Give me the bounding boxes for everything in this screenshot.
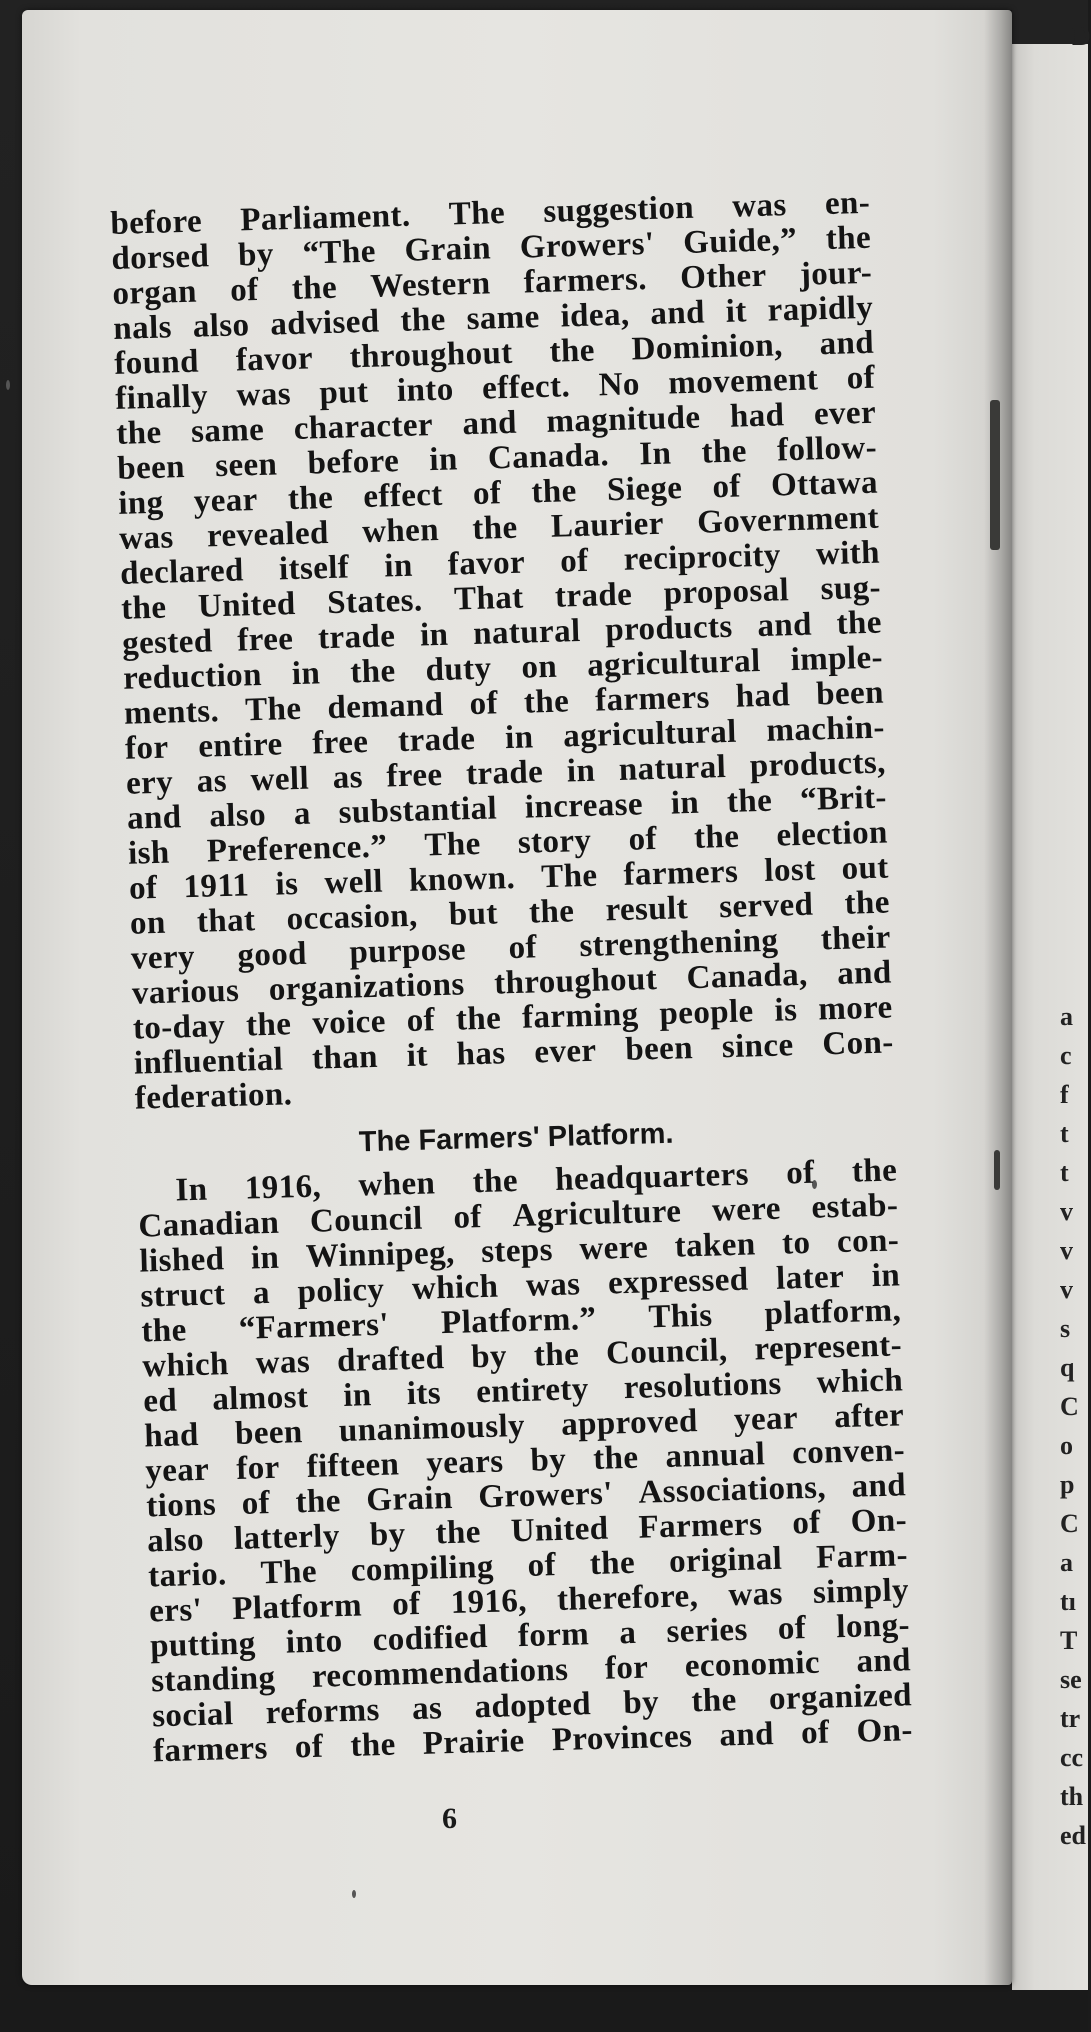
text-line: nals also advised the same idea, and it rapidly: [112, 289, 874, 347]
section-heading: The Farmers' Platform.: [358, 1117, 674, 1159]
text-line: influential than it has ever been since Con-: [133, 1024, 895, 1082]
text-line: standing recommendations for economic and: [150, 1642, 912, 1700]
text-line: In 1916, when the headquarters of the: [174, 1152, 898, 1209]
facing-page-letter: C: [1060, 1392, 1079, 1421]
facing-page-letter: p: [1060, 1470, 1075, 1499]
facing-page-letter: s: [1060, 1314, 1071, 1343]
text-line: various organizations throughout Canada, and: [131, 954, 893, 1012]
text-line: putting into codified form a series of long-: [149, 1607, 911, 1665]
facing-page-letter: T: [1060, 1626, 1078, 1655]
text-line: which was drafted by the Council, represent-: [141, 1327, 903, 1385]
text-line: federation.: [134, 1076, 293, 1117]
text-line: also latterly by the United Farmers of On-: [146, 1502, 908, 1560]
text-line: year for fifteen years by the annual conven-: [144, 1432, 906, 1490]
text-line: and also a substantial increase in the “Brit-: [126, 779, 888, 837]
text-line: tions of the Grain Growers' Associations, and: [145, 1467, 907, 1525]
text-line: farmers of the Prairie Provinces and of On-: [152, 1712, 914, 1770]
text-line: ers' Platform of 1916, therefore, was simply: [148, 1572, 910, 1630]
facing-page-letter: v: [1060, 1236, 1073, 1265]
text-line: tario. The compiling of the original Farm-: [147, 1537, 909, 1595]
text-line: before Parliament. The suggestion was en-: [109, 184, 871, 242]
text-line: the United States. That trade proposal sug-: [120, 569, 882, 627]
facing-page-letter: se: [1060, 1665, 1082, 1694]
text-line: to-day the voice of the farming people is more: [132, 989, 894, 1047]
text-line: on that occasion, but the result served the: [129, 884, 891, 942]
facing-page-edge: [1012, 22, 1091, 1990]
facing-page-letter: c: [1060, 1041, 1072, 1070]
text-line: social reforms as adopted by the organized: [151, 1677, 913, 1735]
text-line: very good purpose of strengthening their: [130, 919, 892, 977]
text-line: gested free trade in natural products and the: [121, 604, 883, 662]
binding-stitch: [990, 400, 1000, 550]
text-line: ments. The demand of the farmers had been: [123, 674, 885, 732]
body-paragraph: [110, 186, 895, 1117]
text-line: been seen before in Canada. In the follow-: [116, 429, 878, 487]
text-line: the “Farmers' Platform.” This platform,: [140, 1292, 902, 1350]
facing-page-letter: a: [1060, 1548, 1073, 1577]
text-line: ery as well as free trade in natural products,: [125, 744, 887, 802]
binding-stitch: [994, 1150, 1000, 1190]
facing-page-letter: o: [1060, 1431, 1073, 1460]
facing-page-letter: t: [1060, 1158, 1069, 1187]
text-line: finally was put into effect. No movement of: [114, 359, 876, 417]
facing-page-letter: th: [1060, 1782, 1084, 1811]
section-paragraph: [137, 1153, 913, 1769]
text-line: dorsed by “The Grain Growers' Guide,” the: [110, 219, 872, 277]
text-line: for entire free trade in agricultural machin-: [124, 709, 886, 767]
facing-page-letter: a: [1060, 1002, 1073, 1031]
text-line: was revealed when the Laurier Government: [118, 499, 880, 557]
text-line: Canadian Council of Agriculture were estab-: [137, 1187, 899, 1245]
text-line: declared itself in favor of reciprocity with: [119, 534, 881, 592]
facing-page-letter: ed: [1060, 1821, 1086, 1850]
facing-page-letter: f: [1060, 1080, 1069, 1109]
facing-page-letter: tr: [1060, 1704, 1081, 1733]
page-number: 6: [442, 1802, 457, 1835]
text-line: reduction in the duty on agricultural imple-: [122, 639, 884, 697]
text-line: ed almost in its entirety resolutions which: [142, 1362, 904, 1420]
facing-page-letter: C: [1060, 1509, 1079, 1538]
text-line: lished in Winnipeg, steps were taken to con-: [138, 1222, 900, 1280]
text-line: struct a policy which was expressed later in: [139, 1257, 901, 1315]
facing-page-letter: v: [1060, 1197, 1073, 1226]
book-page: [22, 10, 1012, 1985]
text-line: ish Preference.” The story of the election: [127, 814, 889, 872]
page-text: [110, 186, 913, 1770]
facing-page-letter: t: [1060, 1119, 1069, 1148]
text-line: ing year the effect of the Siege of Ottawa: [117, 464, 879, 522]
facing-page-letter: tı: [1060, 1587, 1076, 1616]
text-line: the same character and magnitude had ever: [115, 394, 877, 452]
text-line: had been unanimously approved year after: [143, 1397, 905, 1455]
text-line: of 1911 is well known. The farmers lost out: [128, 849, 890, 907]
facing-page-letter: D: [1072, 22, 1091, 51]
facing-page-letter: cc: [1060, 1743, 1084, 1772]
text-line: found favor throughout the Dominion, and: [113, 324, 875, 382]
text-line: organ of the Western farmers. Other jour-: [111, 254, 873, 312]
page-gutter-shadow: [984, 10, 1012, 1985]
facing-page-letter: v: [1060, 1275, 1073, 1304]
facing-page-letter: q: [1060, 1353, 1075, 1382]
